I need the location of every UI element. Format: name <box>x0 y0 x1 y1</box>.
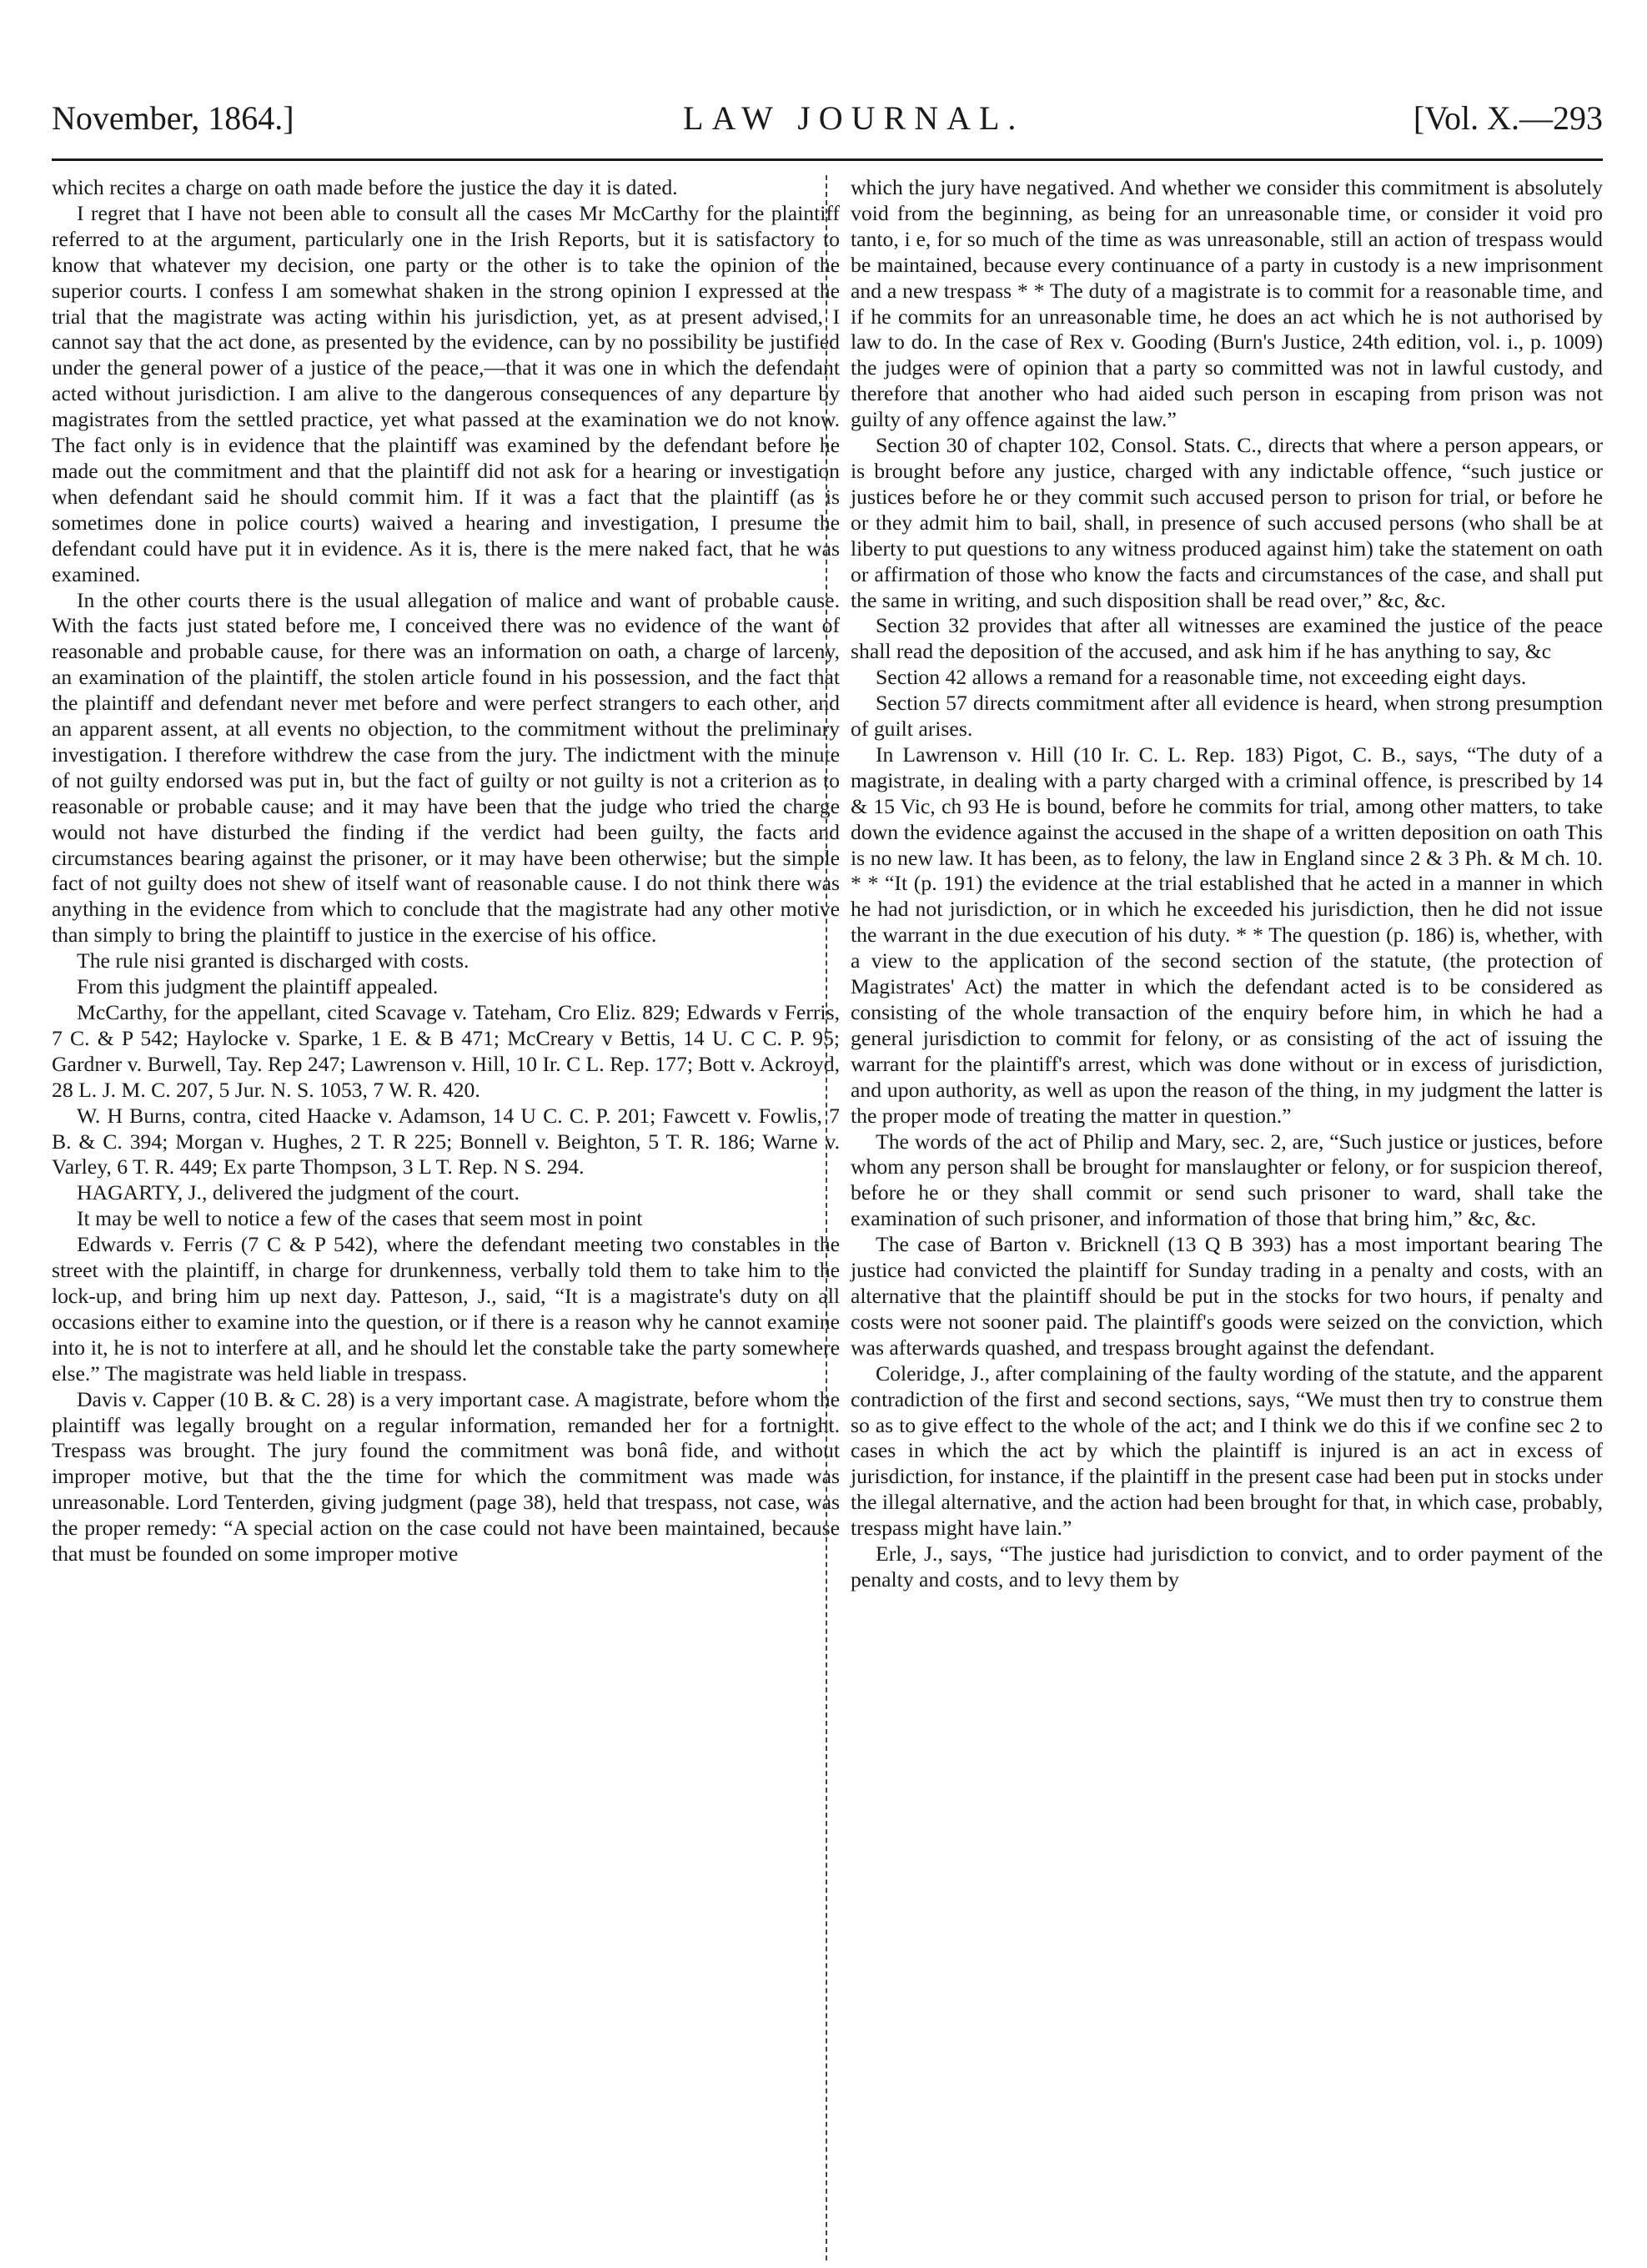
paragraph: The rule nisi granted is discharged with costs. <box>77 948 469 973</box>
paragraph: In the other courts there is the usual allegation of malice and want of probable cause. With the facts just stated before me, I conceived there was no evidence of the want of reasonable and probable cause, for there was an information on oath, a charge of larceny, an examination of the plaintiff, the stolen article found in his possession, and the fact that the plaintiff and defendant never met before and were perfect strangers to each other, and an apparent assent, at all events no objection, to the commitment without the preliminary investigation. I therefore withdrew the case from the jury. The indictment with the minute of not guilty endorsed was put in, but the fact of guilty or not guilty is not a criterion as to reasonable or probable cause; and it may have been that the judge who tried the charge would not have disturbed the finding if the verdict had been guilty, the facts and circumstances bearing against the prisoner, or it may have been otherwise; but the simple fact of not guilty does not shew of itself want of reasonable cause. I do not think there was anything in the evidence from which to conclude that the magistrate had any other motive than simply to bring the plaintiff to justice in the exercise of his office. <box>52 587 840 948</box>
paragraph: Erle, J., says, “The justice had jurisdiction to convict, and to order payment of the penalty and costs, and to levy them by <box>851 1541 1603 1592</box>
volume-page: [Vol. X.—293 <box>1413 99 1603 137</box>
paragraph: W. H Burns, contra, cited Haacke v. Adamson, 14 U C. C. P. 201; Fawcett v. Fowlis, 7 B. & C. 394; Morgan v. Hughes, 2 T. R 225; Bonnell v. Beighton, 5 T. R. 186; Warne v. Varley, 6 T. R. 449; Ex parte Thompson, 3 L T. Rep. N S. 294. <box>52 1103 840 1179</box>
paragraph: Edwards v. Ferris (7 C & P 542), where the defendant meeting two constables in the street with the plaintiff, in charge for drunkenness, verbally told them to take him to the lock-up, and bring him up next day. Patteson, J., said, “It is a magistrate's duty on all occasions either to examine into the question, or if there is a reason why he cannot examine into it, he is not to interfere at all, and he should let the constable take the party somewhere else.” The magistrate was held liable in trespass. <box>52 1232 840 1385</box>
running-header <box>52 98 1603 150</box>
left-column <box>52 175 840 1567</box>
paragraph: The case of Barton v. Bricknell (13 Q B 393) has a most important bearing The justice had convicted the plaintiff for Sunday trading in a penalty and costs, with an alternative that the plaintiff should be put in the stocks for two hours, if penalty and costs were not sooner paid. The plaintiff's goods were seized on the conviction, which was afterwards quashed, and trespass brought against the defendant. <box>851 1232 1603 1360</box>
paragraph: The words of the act of Philip and Mary, sec. 2, are, “Such justice or justices, before whom any person shall be brought for manslaughter or felony, or for suspicion thereof, before he or they shall commit or send such prisoner to ward, shall take the examination of such prisoner, and information of those that bring him,” &c, &c. <box>851 1129 1603 1231</box>
column-divider <box>826 175 827 2260</box>
journal-title: LAW JOURNAL. <box>683 99 1025 137</box>
paragraph: Section 57 directs commitment after all evidence is heard, when strong presumption of guilt arises. <box>851 691 1603 742</box>
paragraph: which recites a charge on oath made before the justice the day it is dated. <box>52 175 678 199</box>
paragraph: It may be well to notice a few of the cases that seem most in point <box>77 1206 643 1231</box>
paragraph: I regret that I have not been able to consult all the cases Mr McCarthy for the plaintiff referred to at the argument, particularly one in the Irish Reports, but it is satisfactory to know that whatever my decision, one party or the other is to take the opinion of the superior courts. I confess I am somewhat shaken in the strong opinion I expressed at the trial that the magistrate was acting within his jurisdiction, yet, as at present advised, I cannot say that the act done, as presented by the evidence, can by no possibility be justified under the general power of a justice of the peace,—that it was one in which the defendant acted without jurisdiction. I am alive to the dangerous consequences of any departure by magistrates from the settled practice, yet what passed at the examination we do not know. The fact only is in evidence that the plaintiff was examined by the defendant before he made out the commitment and that the plaintiff did not ask for a hearing or investigation when defendant said he should commit him. If it was a fact that the plaintiff (as is sometimes done in police courts) waived a hearing and investigation, I presume the defendant could have put it in evidence. As it is, there is the mere naked fact, that he was examined. <box>52 200 840 586</box>
paragraph: From this judgment the plaintiff appealed. <box>77 974 439 999</box>
paragraph: Section 32 provides that after all witnesses are examined the justice of the peace shall read the deposition of the accused, and ask him if he has anything to say, &c <box>851 613 1603 664</box>
header-date: November, 1864.] <box>52 99 294 137</box>
paragraph: Davis v. Capper (10 B. & C. 28) is a very important case. A magistrate, before whom the plaintiff was legally brought on a regular information, remanded her for a fortnight. Trespass was brought. The jury found the commitment was bonâ fide, and without improper motive, but that the the time for which the commitment was made was unreasonable. Lord Tenterden, giving judgment (page 38), held that trespass, not case, was the proper remedy: “A special action on the case could not have been maintained, because that must be founded on some improper motive <box>52 1386 840 1566</box>
paragraph: Section 30 of chapter 102, Consol. Stats. C., directs that where a person appears, or is brought before any justice, charged with any indictable offence, “such justice or justices before he or they commit such accused person to prison for trial, or before he or they admit him to bail, shall, in presence of such accused persons (who shall be at liberty to put questions to any witness produced against him) take the statement on oath or affirmation of those who know the facts and circumstances of the case, and shall put the same in writing, and such disposition shall be read over,” &c, &c. <box>851 433 1603 612</box>
paragraph: McCarthy, for the appellant, cited Scavage v. Tateham, Cro Eliz. 829; Edwards v Ferris, 7 C. & P 542; Haylocke v. Sparke, 1 E. & B 471; McCreary v Bettis, 14 U. C C. P. 95; Gardner v. Burwell, Tay. Rep 247; Lawrenson v. Hill, 10 Ir. C L. Rep. 177; Bott v. Ackroyd, 28 L. J. M. C. 207, 5 Jur. N. S. 1053, 7 W. R. 420. <box>52 1000 840 1102</box>
paragraph: HAGARTY, J., delivered the judgment of the court. <box>77 1180 520 1205</box>
right-column <box>851 175 1603 1593</box>
paragraph: which the jury have negatived. And whether we consider this commitment is absolutely void from the beginning, as being for an unreasonable time, or consider it void pro tanto, i e, for so much of the time as was unreasonable, still an action of trespass would be maintained, because every continuance of a party in custody is a new imprisonment and a new trespass * * The duty of a magistrate is to commit for a reasonable time, and if he commits for an unreasonable time, he does an act which he is not authorised by law to do. In the case of Rex v. Gooding (Burn's Justice, 24th edition, vol. i., p. 1009) the judges were of opinion that a party so committed was not in lawful custody, and therefore that another who had aided such person in escaping from prison was not guilty of any offence against the law.” <box>851 175 1603 432</box>
paragraph: Section 42 allows a remand for a reasonable time, not exceeding eight days. <box>876 665 1527 690</box>
paragraph: In Lawrenson v. Hill (10 Ir. C. L. Rep. 183) Pigot, C. B., says, “The duty of a magistrate, in dealing with a party charged with a criminal offence, is prescribed by 14 & 15 Vic, ch 93 He is bound, before he commits for trial, among other matters, to take down the evidence against the accused in the shape of a written deposition on oath This is no new law. It has been, as to felony, the law in England since 2 & 3 Ph. & M ch. 10. * * “It (p. 191) the evidence at the trial established that he acted in a manner in which he had not jurisdiction, or in which he exceeded his jurisdiction, then he did not issue the warrant in the due execution of his duty. * * The question (p. 186) is, whether, with a view to the application of the second section of the statute, (the protection of Magistrates' Act) the matter in which the defendant acted is to be considered as consisting of the whole transaction of the enquiry before him, in which he had a general jurisdiction to commit for felony, or as consisting of the act of issuing the warrant for the plaintiff's arrest, which was done without or in excess of jurisdiction, and upon authority, as well as upon the reason of the thing, in my judgment the latter is the proper mode of treating the matter in question.” <box>851 742 1603 1128</box>
header-rule <box>52 158 1603 161</box>
paragraph: Coleridge, J., after complaining of the faulty wording of the statute, and the apparent contradiction of the first and second sections, says, “We must then try to construe them so as to give effect to the whole of the act; and I think we do this if we confine sec 2 to cases in which the act by which the plaintiff is injured is an act in excess of jurisdiction, for instance, if the plaintiff in the present case had been put in stocks under the illegal alternative, and the action had been brought for that, in which case, probably, trespass might have lain.” <box>851 1360 1603 1541</box>
